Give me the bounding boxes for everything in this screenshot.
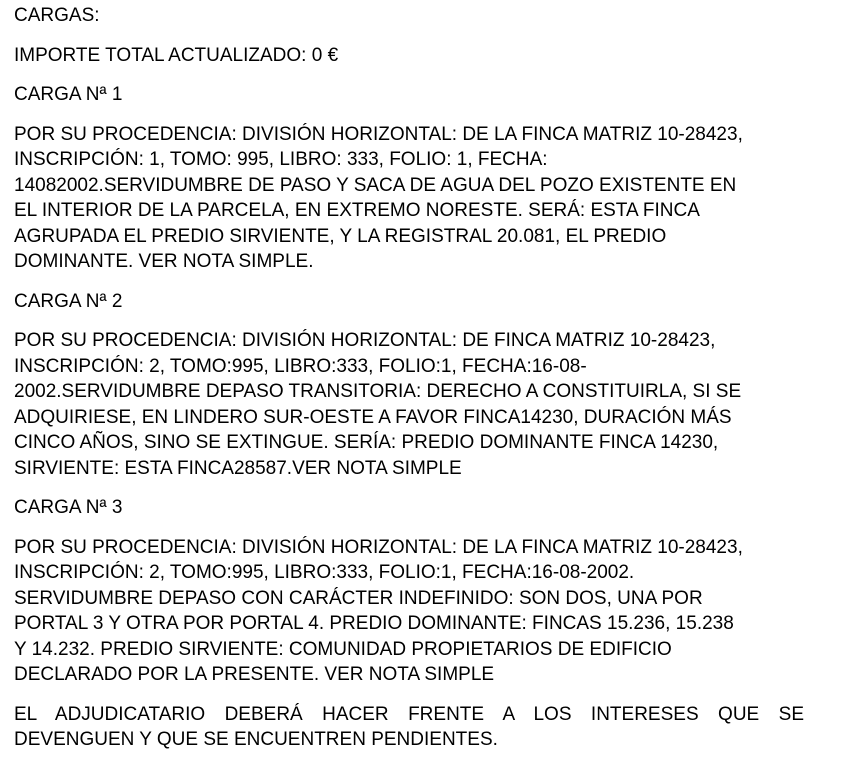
carga-1-line: POR SU PROCEDENCIA: DIVISIÓN HORIZONTAL: DE LA FINCA MATRIZ 10-28423,	[14, 123, 743, 145]
carga-1-title: CARGA Nª 1	[14, 84, 123, 105]
carga-2-line: INSCRIPCIÓN: 2, TOMO:995, LIBRO:333, FOLIO:1, FECHA:16-08-	[14, 355, 587, 377]
carga-1-line: EL INTERIOR DE LA PARCELA, EN EXTREMO NORESTE. SERÁ: ESTA FINCA	[14, 200, 700, 221]
carga-3-text	[14, 535, 804, 688]
carga-1-line: 14082002.SERVIDUMBRE DE PASO Y SACA DE AGUA DEL POZO EXISTENTE EN	[14, 174, 737, 196]
total-amount: IMPORTE TOTAL ACTUALIZADO: 0 €	[14, 44, 339, 66]
carga-3-line: PORTAL 3 Y OTRA POR PORTAL 4. PREDIO DOMINANTE: FINCAS 15.236, 15.238	[14, 613, 734, 634]
carga-3-line: SERVIDUMBRE DEPASO CON CARÁCTER INDEFINIDO: SON DOS, UNA POR	[14, 587, 703, 609]
cargas-heading: CARGAS:	[14, 5, 100, 26]
carga-1-line: AGRUPADA EL PREDIO SIRVIENTE, Y LA REGISTRAL 20.081, EL PREDIO	[14, 225, 667, 247]
carga-2-text	[14, 328, 804, 481]
carga-2-line: POR SU PROCEDENCIA: DIVISIÓN HORIZONTAL: DE FINCA MATRIZ 10-28423,	[14, 330, 716, 351]
carga-1-text	[14, 122, 804, 275]
carga-2-line: 2002.SERVIDUMBRE DEPASO TRANSITORIA: DERECHO A CONSTITUIRLA, SI SE	[14, 381, 742, 402]
document-body	[14, 3, 804, 753]
final-note-line: EL ADJUDICATARIO DEBERÁ HACER FRENTE A LOS INTERESES QUE SE	[14, 703, 804, 725]
carga-2-line: SIRVIENTE: ESTA FINCA28587.VER NOTA SIMPLE	[14, 457, 462, 479]
carga-3-line: POR SU PROCEDENCIA: DIVISIÓN HORIZONTAL: DE LA FINCA MATRIZ 10-28423,	[14, 536, 743, 558]
final-note-line-last: DEVENGUEN Y QUE SE ENCUENTREN PENDIENTES.	[14, 729, 498, 750]
carga-2-line: CINCO AÑOS, SINO SE EXTINGUE. SERÍA: PREDIO DOMINANTE FINCA 14230,	[14, 432, 719, 453]
carga-1-line: INSCRIPCIÓN: 1, TOMO: 995, LIBRO: 333, FOLIO: 1, FECHA:	[14, 149, 548, 170]
carga-3-line: INSCRIPCIÓN: 2, TOMO:995, LIBRO:333, FOLIO:1, FECHA:16-08-2002.	[14, 562, 635, 583]
carga-3-line: Y 14.232. PREDIO SIRVIENTE: COMUNIDAD PROPIETARIOS DE EDIFICIO	[14, 638, 672, 660]
carga-2-line: ADQUIRIESE, EN LINDERO SUR-OESTE A FAVOR FINCA14230, DURACIÓN MÁS	[14, 406, 732, 428]
carga-1-line: DOMINANTE. VER NOTA SIMPLE.	[14, 251, 314, 272]
final-note	[14, 702, 804, 753]
carga-3-title: CARGA Nª 3	[14, 497, 123, 518]
carga-3-line: DECLARADO POR LA PRESENTE. VER NOTA SIMPLE	[14, 664, 495, 685]
carga-2-title: CARGA Nª 2	[14, 290, 123, 312]
